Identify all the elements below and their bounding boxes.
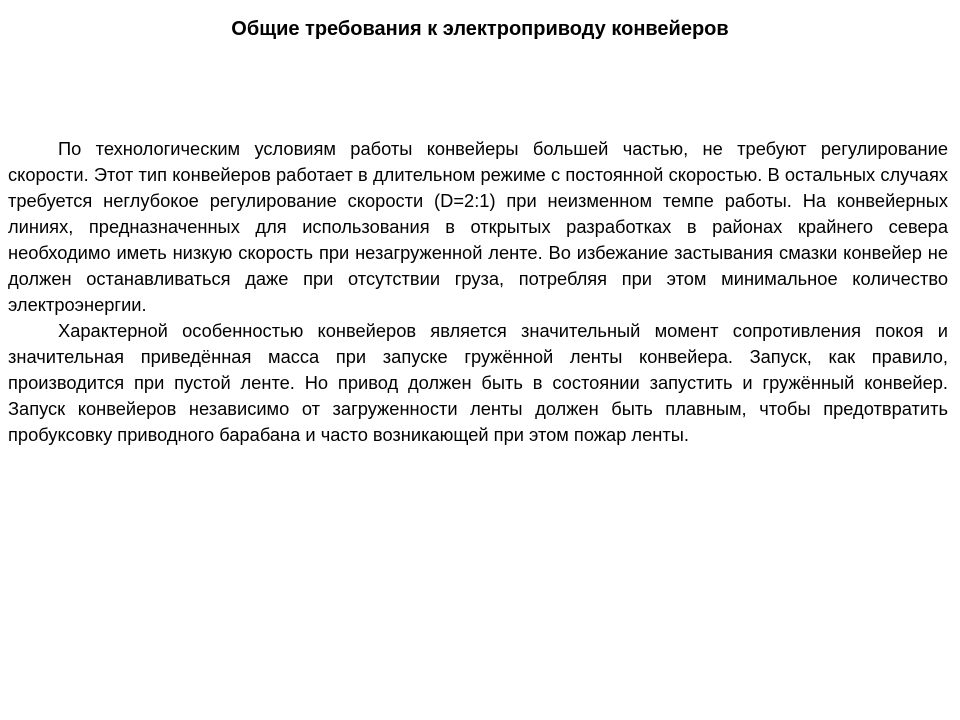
slide-title: Общие требования к электроприводу конвейеров xyxy=(231,18,729,40)
paragraph-requirements: По технологическим условиям работы конвейеры большей частью, не требуют регулирование скорости. Этот тип конвейеров работает в длительном режиме с постоянной скоростью. В остальных случаях требуется неглубокое регулирование скорости (D=2:1) при неизменном темпе работы. На конвейерных линиях, предназначенных для использования в открытых разработках в районах крайнего севера необходимо иметь низкую скорость при незагруженной ленте. Во избежание застывания смазки конвейер не должен останавливаться даже при отсутствии груза, потребляя при этом минимальное количество электроэнергии. xyxy=(8,138,948,315)
paragraph-startup: Характерной особенностью конвейеров является значительный момент сопротивления покоя и значительная приведённая масса при запуске гружённой ленты конвейера. Запуск, как правило, производится при пустой ленте. Но привод должен быть в состоянии запустить и гружённый конвейер. Запуск конвейеров независимо от загруженности ленты должен быть плавным, чтобы предотвратить пробуксовку приводного барабана и часто возникающей при этом пожар ленты. xyxy=(8,320,948,445)
slide-body xyxy=(8,136,948,448)
